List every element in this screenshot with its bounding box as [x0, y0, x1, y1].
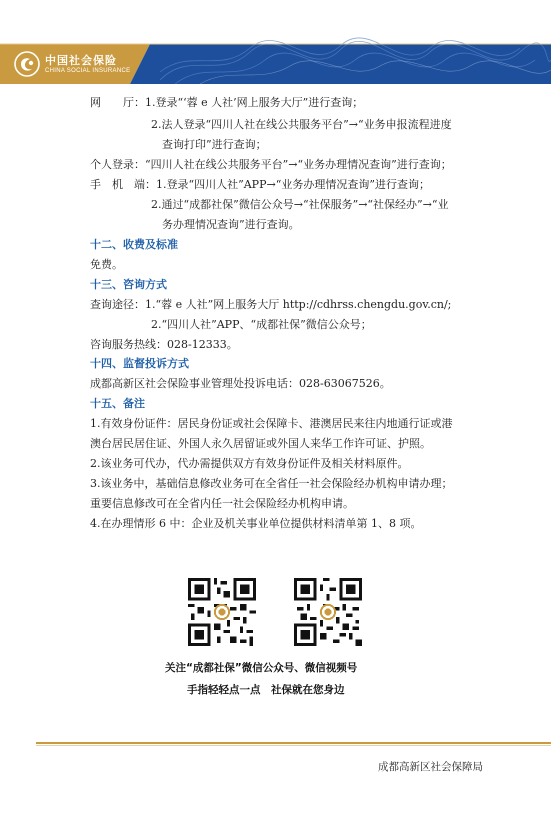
logo: [14, 50, 130, 78]
text-line: 查询打印”进行查询；: [162, 138, 267, 151]
text-line: 咨询服务热线：028-12333。: [90, 338, 238, 351]
section-heading-remarks: 十五、备注: [90, 397, 145, 410]
text-line: 2.通过“成都社保”微信公众号→“社保服务”→“社保经办”→“业: [151, 198, 449, 211]
text-line: 2.该业务可代办，代办需提供双方有效身份证件及相关材料原件。: [90, 457, 409, 470]
text-line: 澳台居民居住证、外国人永久居留证或外国人来华工作许可证、护照。: [90, 437, 431, 450]
section-heading-consultation: 十三、咨询方式: [90, 278, 167, 291]
qr-code-wechat-video-account: [294, 578, 362, 646]
section-heading-complaint: 十四、监督投诉方式: [90, 357, 189, 370]
text-line: 1.有效身份证件：居民身份证或社会保障卡、港澳居民来往内地通行证或港: [90, 417, 453, 430]
text-line: 4.在办理情形 6 中：企业及机关事业单位提供材料清单第 1、8 项。: [90, 517, 422, 530]
text-line: 2.“四川人社”APP、“成都社保”微信公众号；: [151, 318, 372, 331]
qr-caption-follow: 关注“成都社保”微信公众号、微信视频号: [165, 662, 358, 674]
text-line: 务办理情况查询”进行查询。: [162, 218, 300, 231]
footer-rule: [36, 742, 551, 748]
logo-english-name: CHINA SOCIAL INSURANCE: [45, 67, 131, 74]
footer-organization: 成都高新区社会保障局: [378, 761, 483, 773]
text-line: 重要信息修改可在全省内任一社会保险经办机构申请。: [90, 497, 354, 510]
text-line: 3.该业务中，基础信息修改业务可在全省任一社会保险经办机构申请办理；: [90, 477, 453, 490]
qr-code-wechat-official-account: [188, 578, 256, 646]
page-header: [0, 0, 551, 84]
qr-code-icon: [294, 578, 362, 646]
text-line: 网 厅：1.登录“‘蓉 e 人社’网上服务大厅”进行查询；: [90, 96, 364, 109]
social-insurance-logo-icon: [14, 51, 40, 77]
qr-code-icon: [188, 578, 256, 646]
section-heading-fees: 十二、收费及标准: [90, 238, 178, 251]
text-line: 手 机 端：1.登录“四川人社”APP→“业务办理情况查询”进行查询；: [90, 178, 430, 191]
text-line: 查询途径：1.“蓉 e 人社”网上服务大厅 http://cdhrss.chengdu.gov.cn/;: [90, 298, 452, 311]
qr-caption-slogan: 手指轻轻点一点 社保就在您身边: [187, 684, 345, 696]
text-line: 2.法人登录“四川人社在线公共服务平台”→“业务申报流程进度: [151, 118, 452, 131]
text-line: 免费。: [90, 258, 123, 271]
text-line: 成都高新区社会保险事业管理处投诉电话：028-63067526。: [90, 377, 391, 390]
text-line: 个人登录：“四川人社在线公共服务平台”→“业务办理情况查询”进行查询；: [90, 158, 452, 171]
logo-chinese-name: 中国社会保险: [45, 53, 117, 67]
